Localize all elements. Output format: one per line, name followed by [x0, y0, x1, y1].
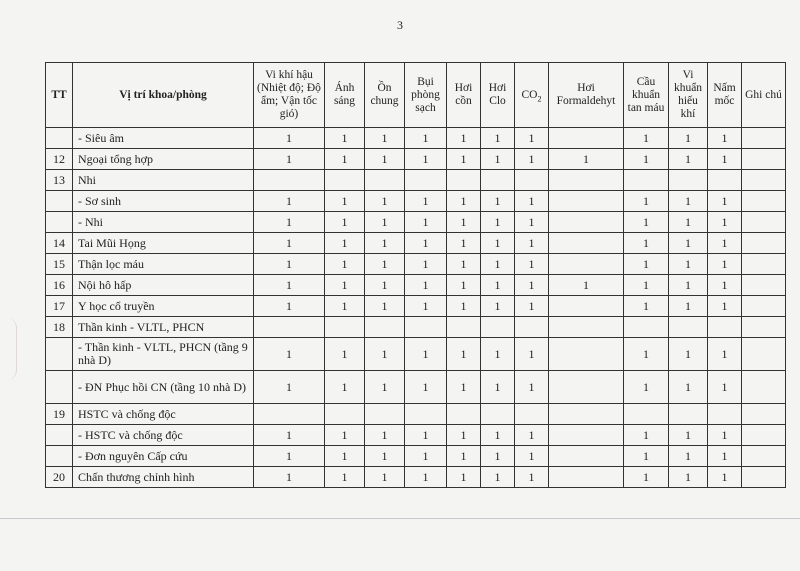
value-cell: 1 [481, 149, 515, 170]
value-cell: 1 [365, 296, 405, 317]
value-cell: 1 [481, 254, 515, 275]
value-cell [405, 170, 447, 191]
value-cell: 1 [669, 191, 708, 212]
value-cell: 1 [254, 296, 325, 317]
value-cell [365, 404, 405, 425]
value-cell [669, 317, 708, 338]
value-cell: 1 [669, 446, 708, 467]
value-cell: 1 [254, 425, 325, 446]
location-cell: Nội hô hấp [73, 275, 254, 296]
location-cell: Nhi [73, 170, 254, 191]
location-cell: - ĐN Phục hồi CN (tầng 10 nhà D) [73, 371, 254, 404]
value-cell [742, 425, 786, 446]
value-cell: 1 [708, 149, 742, 170]
value-cell: 1 [325, 191, 365, 212]
header-co2-main: CO [521, 88, 538, 101]
value-cell: 1 [624, 254, 669, 275]
value-cell [549, 446, 624, 467]
value-cell: 1 [481, 338, 515, 371]
value-cell [624, 404, 669, 425]
value-cell [742, 296, 786, 317]
value-cell [549, 371, 624, 404]
header-location: Vị trí khoa/phòng [73, 63, 254, 128]
table-row [46, 404, 786, 425]
value-cell: 1 [254, 149, 325, 170]
value-cell: 1 [708, 338, 742, 371]
row-number [46, 212, 73, 233]
header-microclimate: Vi khí hậu (Nhiệt độ; Độ ẩm; Vận tốc gió) [254, 63, 325, 128]
value-cell: 1 [325, 467, 365, 488]
value-cell [447, 170, 481, 191]
value-cell: 1 [624, 149, 669, 170]
value-cell: 1 [669, 128, 708, 149]
value-cell: 1 [481, 191, 515, 212]
location-cell: Thận lọc máu [73, 254, 254, 275]
value-cell: 1 [708, 191, 742, 212]
row-number: 19 [46, 404, 73, 425]
value-cell: 1 [515, 467, 549, 488]
table-row [46, 170, 786, 191]
value-cell: 1 [325, 425, 365, 446]
table-row [46, 128, 786, 149]
row-number: 16 [46, 275, 73, 296]
value-cell: 1 [254, 191, 325, 212]
value-cell: 1 [481, 128, 515, 149]
value-cell [624, 317, 669, 338]
value-cell [325, 317, 365, 338]
value-cell [481, 170, 515, 191]
location-cell: - Thần kinh - VLTL, PHCN (tầng 9 nhà D) [73, 338, 254, 371]
value-cell: 1 [624, 467, 669, 488]
value-cell: 1 [447, 467, 481, 488]
value-cell [549, 233, 624, 254]
location-cell: Y học cổ truyền [73, 296, 254, 317]
value-cell [365, 317, 405, 338]
value-cell: 1 [254, 128, 325, 149]
value-cell [549, 467, 624, 488]
value-cell [254, 317, 325, 338]
location-cell: Chấn thương chỉnh hình [73, 467, 254, 488]
location-cell: - HSTC và chống độc [73, 425, 254, 446]
value-cell: 1 [549, 275, 624, 296]
value-cell: 1 [405, 191, 447, 212]
header-mold: Nấm mốc [708, 63, 742, 128]
row-number: 14 [46, 233, 73, 254]
header-tt: TT [46, 63, 73, 128]
value-cell [708, 404, 742, 425]
value-cell: 1 [515, 149, 549, 170]
value-cell [515, 170, 549, 191]
value-cell: 1 [365, 275, 405, 296]
value-cell: 1 [365, 371, 405, 404]
value-cell: 1 [708, 233, 742, 254]
value-cell [742, 191, 786, 212]
value-cell [742, 338, 786, 371]
value-cell: 1 [365, 446, 405, 467]
value-cell: 1 [708, 446, 742, 467]
header-row [46, 63, 786, 128]
value-cell: 1 [325, 212, 365, 233]
table-row [46, 191, 786, 212]
value-cell: 1 [405, 233, 447, 254]
value-cell [742, 212, 786, 233]
value-cell: 1 [624, 275, 669, 296]
value-cell: 1 [515, 296, 549, 317]
row-number: 12 [46, 149, 73, 170]
value-cell: 1 [669, 467, 708, 488]
value-cell: 1 [405, 371, 447, 404]
value-cell: 1 [254, 212, 325, 233]
header-strep: Cầu khuẩn tan máu [624, 63, 669, 128]
value-cell [481, 404, 515, 425]
value-cell: 1 [515, 338, 549, 371]
value-cell [325, 170, 365, 191]
row-number: 15 [46, 254, 73, 275]
value-cell: 1 [254, 233, 325, 254]
location-cell: Ngoại tổng hợp [73, 149, 254, 170]
value-cell [365, 170, 405, 191]
value-cell: 1 [515, 275, 549, 296]
value-cell: 1 [549, 149, 624, 170]
location-cell: - Đơn nguyên Cấp cứu [73, 446, 254, 467]
value-cell: 1 [669, 149, 708, 170]
value-cell: 1 [669, 371, 708, 404]
value-cell: 1 [365, 254, 405, 275]
location-cell: HSTC và chống độc [73, 404, 254, 425]
value-cell: 1 [624, 425, 669, 446]
value-cell: 1 [254, 254, 325, 275]
location-cell: Thần kinh - VLTL, PHCN [73, 317, 254, 338]
value-cell [515, 317, 549, 338]
value-cell: 1 [405, 254, 447, 275]
value-cell [549, 317, 624, 338]
value-cell: 1 [447, 128, 481, 149]
value-cell: 1 [254, 338, 325, 371]
row-number [46, 191, 73, 212]
value-cell: 1 [515, 425, 549, 446]
value-cell: 1 [515, 254, 549, 275]
value-cell [325, 404, 365, 425]
value-cell: 1 [447, 212, 481, 233]
row-number [46, 128, 73, 149]
value-cell: 1 [405, 425, 447, 446]
value-cell: 1 [708, 254, 742, 275]
header-aerobic: Vi khuẩn hiếu khí [669, 63, 708, 128]
value-cell [669, 170, 708, 191]
value-cell [549, 425, 624, 446]
row-number [46, 425, 73, 446]
value-cell [549, 254, 624, 275]
value-cell [481, 317, 515, 338]
value-cell [549, 128, 624, 149]
header-alcohol: Hơi cồn [447, 63, 481, 128]
table-row [46, 446, 786, 467]
value-cell: 1 [447, 371, 481, 404]
value-cell: 1 [254, 467, 325, 488]
value-cell [405, 404, 447, 425]
value-cell [742, 128, 786, 149]
value-cell: 1 [708, 212, 742, 233]
table-row [46, 296, 786, 317]
value-cell: 1 [481, 371, 515, 404]
scan-divider [0, 518, 800, 519]
value-cell [549, 191, 624, 212]
value-cell [742, 149, 786, 170]
value-cell: 1 [708, 425, 742, 446]
value-cell: 1 [405, 212, 447, 233]
value-cell: 1 [708, 467, 742, 488]
value-cell [742, 404, 786, 425]
location-cell: Tai Mũi Họng [73, 233, 254, 254]
value-cell: 1 [447, 254, 481, 275]
table-row [46, 338, 786, 371]
value-cell: 1 [365, 212, 405, 233]
table-row [46, 275, 786, 296]
value-cell: 1 [325, 275, 365, 296]
header-light: Ánh sáng [325, 63, 365, 128]
location-cell: - Nhi [73, 212, 254, 233]
stamp-edge [0, 318, 17, 380]
table-row [46, 149, 786, 170]
value-cell: 1 [669, 425, 708, 446]
value-cell: 1 [708, 275, 742, 296]
value-cell: 1 [447, 191, 481, 212]
value-cell [515, 404, 549, 425]
value-cell: 1 [481, 296, 515, 317]
header-co2 [515, 63, 549, 128]
value-cell: 1 [325, 233, 365, 254]
value-cell [549, 404, 624, 425]
value-cell [254, 170, 325, 191]
header-formaldehyde: Hơi Formaldehyt [549, 63, 624, 128]
value-cell: 1 [515, 128, 549, 149]
table-body [46, 128, 786, 488]
row-number [46, 446, 73, 467]
table-row [46, 425, 786, 446]
value-cell: 1 [254, 446, 325, 467]
value-cell [447, 404, 481, 425]
header-dust: Bụi phòng sạch [405, 63, 447, 128]
value-cell [624, 170, 669, 191]
value-cell: 1 [624, 296, 669, 317]
value-cell: 1 [481, 446, 515, 467]
value-cell: 1 [325, 254, 365, 275]
value-cell: 1 [447, 425, 481, 446]
value-cell: 1 [365, 128, 405, 149]
value-cell: 1 [669, 275, 708, 296]
row-number: 20 [46, 467, 73, 488]
value-cell [549, 170, 624, 191]
value-cell: 1 [325, 149, 365, 170]
value-cell [708, 317, 742, 338]
location-cell: - Sơ sinh [73, 191, 254, 212]
value-cell [708, 170, 742, 191]
value-cell: 1 [405, 446, 447, 467]
value-cell: 1 [325, 128, 365, 149]
value-cell: 1 [405, 275, 447, 296]
table-row [46, 317, 786, 338]
value-cell: 1 [481, 212, 515, 233]
value-cell: 1 [365, 425, 405, 446]
value-cell [742, 467, 786, 488]
value-cell [742, 254, 786, 275]
row-number: 17 [46, 296, 73, 317]
value-cell: 1 [481, 275, 515, 296]
value-cell: 1 [365, 233, 405, 254]
value-cell [549, 212, 624, 233]
value-cell: 1 [405, 128, 447, 149]
value-cell: 1 [405, 149, 447, 170]
value-cell: 1 [481, 425, 515, 446]
header-co2-sub: 2 [537, 93, 542, 103]
value-cell [447, 317, 481, 338]
value-cell: 1 [325, 446, 365, 467]
value-cell [742, 371, 786, 404]
row-number: 18 [46, 317, 73, 338]
value-cell [742, 170, 786, 191]
value-cell [549, 296, 624, 317]
value-cell: 1 [515, 233, 549, 254]
page-number: 3 [397, 18, 403, 32]
value-cell: 1 [669, 338, 708, 371]
value-cell: 1 [447, 446, 481, 467]
value-cell: 1 [515, 212, 549, 233]
header-noise: Ồn chung [365, 63, 405, 128]
value-cell: 1 [325, 371, 365, 404]
row-number [46, 371, 73, 404]
table-row [46, 467, 786, 488]
value-cell [742, 317, 786, 338]
value-cell: 1 [624, 128, 669, 149]
value-cell: 1 [481, 467, 515, 488]
table-row [46, 371, 786, 404]
value-cell: 1 [365, 467, 405, 488]
value-cell: 1 [447, 275, 481, 296]
value-cell: 1 [515, 191, 549, 212]
value-cell: 1 [708, 371, 742, 404]
table-row [46, 212, 786, 233]
value-cell [742, 233, 786, 254]
value-cell: 1 [365, 338, 405, 371]
value-cell: 1 [624, 371, 669, 404]
value-cell [669, 404, 708, 425]
value-cell: 1 [325, 296, 365, 317]
value-cell: 1 [254, 371, 325, 404]
value-cell: 1 [624, 338, 669, 371]
value-cell: 1 [515, 371, 549, 404]
row-number: 13 [46, 170, 73, 191]
value-cell: 1 [669, 212, 708, 233]
header-chlorine: Hơi Clo [481, 63, 515, 128]
value-cell: 1 [447, 149, 481, 170]
value-cell: 1 [481, 233, 515, 254]
value-cell [254, 404, 325, 425]
table-row [46, 254, 786, 275]
value-cell: 1 [405, 467, 447, 488]
value-cell: 1 [405, 296, 447, 317]
value-cell: 1 [447, 338, 481, 371]
value-cell: 1 [669, 296, 708, 317]
value-cell [405, 317, 447, 338]
value-cell: 1 [254, 275, 325, 296]
header-note: Ghi chú [742, 63, 786, 128]
value-cell: 1 [624, 212, 669, 233]
value-cell: 1 [365, 191, 405, 212]
value-cell: 1 [447, 296, 481, 317]
value-cell [549, 338, 624, 371]
row-number [46, 338, 73, 371]
value-cell [742, 275, 786, 296]
value-cell: 1 [624, 233, 669, 254]
value-cell: 1 [708, 128, 742, 149]
value-cell: 1 [624, 191, 669, 212]
table-row [46, 233, 786, 254]
value-cell: 1 [669, 233, 708, 254]
value-cell: 1 [708, 296, 742, 317]
value-cell: 1 [405, 338, 447, 371]
measurement-table [45, 62, 786, 488]
value-cell: 1 [624, 446, 669, 467]
value-cell: 1 [365, 149, 405, 170]
location-cell: - Siêu âm [73, 128, 254, 149]
value-cell: 1 [515, 446, 549, 467]
value-cell: 1 [325, 338, 365, 371]
value-cell: 1 [669, 254, 708, 275]
value-cell: 1 [447, 233, 481, 254]
value-cell [742, 446, 786, 467]
